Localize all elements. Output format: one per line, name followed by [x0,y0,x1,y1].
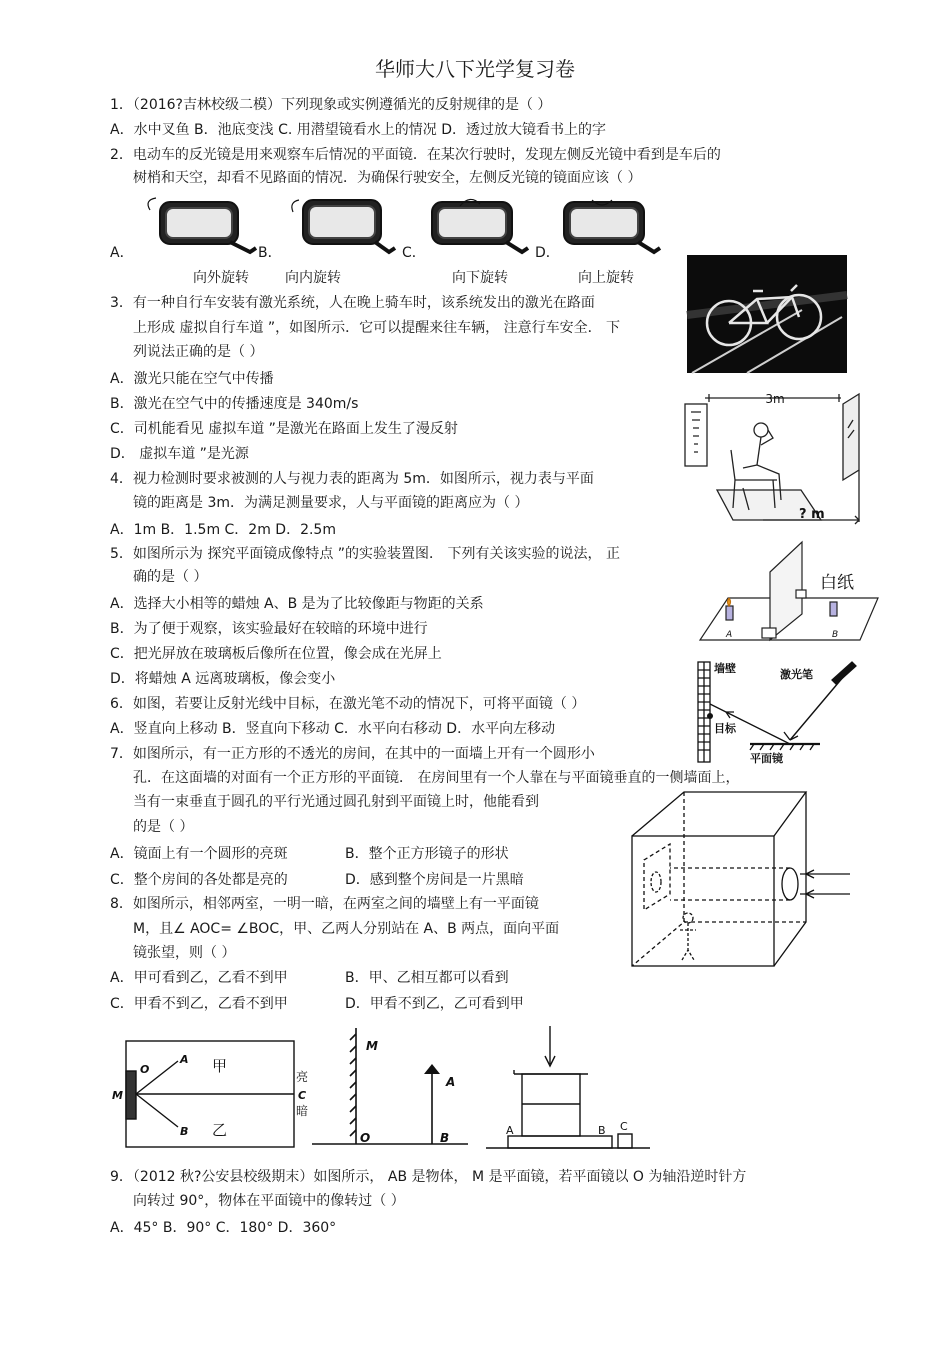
mirror-figures [130,190,660,265]
mirror-fig-d [564,200,660,252]
q4-stem-line1: 4．视力检测时要求被测的人与视力表的距离为 5m．如图所示，视力表与平面 [110,471,594,487]
point-o-label-2: O [360,1131,371,1145]
eye-test-unknown-label: ? m [799,507,825,522]
q3-stem-line3: 列说法正确的是（ ） [133,344,264,360]
q2-caption-c: 向下旋转 [452,270,508,286]
plane-mirror-experiment-figure [698,540,883,645]
q3-option-a: A．激光只能在空气中传播 [110,371,274,387]
q4-stem-line2: 镜的距离是 3m．为满足测量要求，人与平面镜的距离应为（ ） [133,495,529,511]
q1-options: A．水中叉鱼 B．池底变浅 C. 用潜望镜看水上的情况 D．透过放大镜看书上的字 [110,122,606,138]
q9-stem-line2: 向转过 90°，物体在平面镜中的像转过（ ） [133,1193,405,1209]
laser-reflection-figure [694,658,859,766]
q8-option-c: C．甲看不到乙，乙看不到甲 [110,996,288,1012]
q9-stem-line1: 9．（2012 秋?公安县校级期末）如图所示， AB 是物体， M 是平面镜，若平面镜以 O 为轴沿逆时针方 [110,1169,747,1185]
bright-room-label: 亮 [296,1070,309,1084]
candle-b-label: B [832,630,839,640]
q6-stem: 6．如图，若要让反射光线中目标，在激光笔不动的情况下，可将平面镜（ ） [110,696,586,712]
laser-pen-label: 激光笔 [780,668,813,681]
block-a-label: A [506,1124,514,1137]
mirror-fig-c [432,199,528,252]
q7-option-b: B．整个正方形镜子的形状 [345,846,509,862]
mirror-label: 平面镜 [750,752,783,765]
point-b-label-2: B [440,1131,450,1145]
q5-option-d: D．将蜡烛 A 远离玻璃板，像会变小 [110,671,336,687]
q8-stem-line1: 8．如图所示，相邻两室，一明一暗，在两室之间的墙壁上有一平面镜 [110,896,539,912]
q3-stem-line1: 3．有一种自行车安装有激光系统，人在晚上骑车时，该系统发出的激光在路面 [110,295,595,311]
q2-letter-c: C． [402,245,426,261]
q2-letter-d: D． [535,245,560,261]
wall-label: 墙壁 [714,662,736,675]
page-title: 华师大八下光学复习卷 [375,57,575,81]
eye-test-figure [683,390,868,532]
q7-option-d: D．感到整个房间是一片黑暗 [345,872,524,888]
q2-caption-b: 向内旋转 [285,270,341,286]
q7-stem-line4: 的是（ ） [133,819,194,835]
eye-test-3m-label: 3m [765,391,785,406]
q2-stem-line1: 2．电动车的反光镜是用来观察车后情况的平面镜．在某次行驶时，发现左侧反光镜中看到是车后的 [110,147,721,163]
q5-option-b: B．为了便于观察，该实验最好在较暗的环境中进行 [110,621,428,637]
q7-option-a: A．镜面上有一个圆形的亮斑 [110,846,288,862]
cube-room-figure [630,790,855,970]
person-jia-label: 甲 [212,1057,228,1075]
q3-option-c: C．司机能看见 虚拟车道 ”是激光在路面上发生了漫反射 [110,421,458,437]
q5-stem-line2: 确的是（ ） [133,569,208,585]
point-a-label: A [180,1053,189,1066]
candle-a-label: A [726,630,733,640]
white-paper-label: 白纸 [820,573,854,593]
q7-stem-line2: 孔．在这面墙的对面有一个正方形的平面镜． 在房间里有一个人靠在与平面镜垂直的一侧墙面上， [133,770,740,786]
q5-option-c: C．把光屏放在玻璃板后像所在位置，像会成在光屏上 [110,646,442,662]
point-a-label-2: A [446,1075,456,1089]
q7-stem-line3: 当有一束垂直于圆孔的平行光通过圆孔射到平面镜上时，他能看到 [133,794,539,810]
q2-letter-a: A． [110,245,134,261]
mirror-m-label: M [112,1089,123,1102]
q3-stem-line2: 上形成 虚拟自行车道 ”，如图所示．它可以提醒来往车辆， 注意行车安全． 下 [133,320,621,336]
two-rooms-figure [108,1035,318,1153]
person-yi-label: 乙 [212,1121,228,1139]
q5-stem-line1: 5．如图所示为 探究平面镜成像特点 ”的实验装置图． 下列有关该实验的说法， 正 [110,546,620,562]
q3-option-d: D． 虚拟车道 ”是光源 [110,446,249,462]
q2-letter-b: B． [258,245,282,261]
mirror-fig-a [148,198,256,252]
q2-caption-d: 向上旋转 [578,270,634,286]
mirror-m-label-2: M [366,1039,378,1053]
q2-caption-a: 向外旋转 [193,270,249,286]
point-o-label: O [140,1063,150,1076]
q8-stem-line3: 镜张望，则（ ） [133,945,236,961]
q8-option-b: B．甲、乙相互都可以看到 [345,970,509,986]
q8-option-d: D．甲看不到乙，乙可看到甲 [345,996,524,1012]
q7-option-c: C．整个房间的各处都是亮的 [110,872,288,888]
q6-options: A．竖直向上移动 B．竖直向下移动 C．水平向右移动 D．水平向左移动 [110,721,556,737]
q7-stem-line1: 7．如图所示，有一正方形的不透光的房间，在其中的一面墙上开有一个圆形小 [110,746,595,762]
dark-room-label: 暗 [296,1104,309,1118]
q3-option-b: B．激光在空气中的传播速度是 340m/s [110,396,359,412]
mirror-rotation-figure [310,1022,470,1152]
block-c-label: C [620,1120,628,1133]
point-b-label: B [180,1125,189,1138]
q8-stem-line2: M，且∠ AOC= ∠BOC，甲、乙两人分别站在 A、B 两点，面向平面 [133,921,560,937]
point-c-label: C [298,1089,307,1102]
q8-option-a: A．甲可看到乙，乙看不到甲 [110,970,288,986]
block-b-label: B [598,1124,606,1137]
q5-option-a: A．选择大小相等的蜡烛 A、B 是为了比较像距与物距的关系 [110,596,484,612]
q1-stem: 1．（2016?吉林校级二模）下列现象或实例遵循光的反射规律的是（ ） [110,97,552,113]
q9-options: A．45° B．90° C．180° D．360° [110,1220,337,1236]
q2-stem-line2: 树梢和天空，却看不见路面的情况．为确保行驶安全，左侧反光镜的镜面应该（ ） [133,170,642,186]
target-label: 目标 [714,722,736,735]
mirror-fig-b [292,200,395,252]
blocks-figure [484,1024,654,1152]
q4-options: A．1m B．1.5m C．2m D．2.5m [110,522,336,538]
bike-laser-photo [687,255,847,373]
